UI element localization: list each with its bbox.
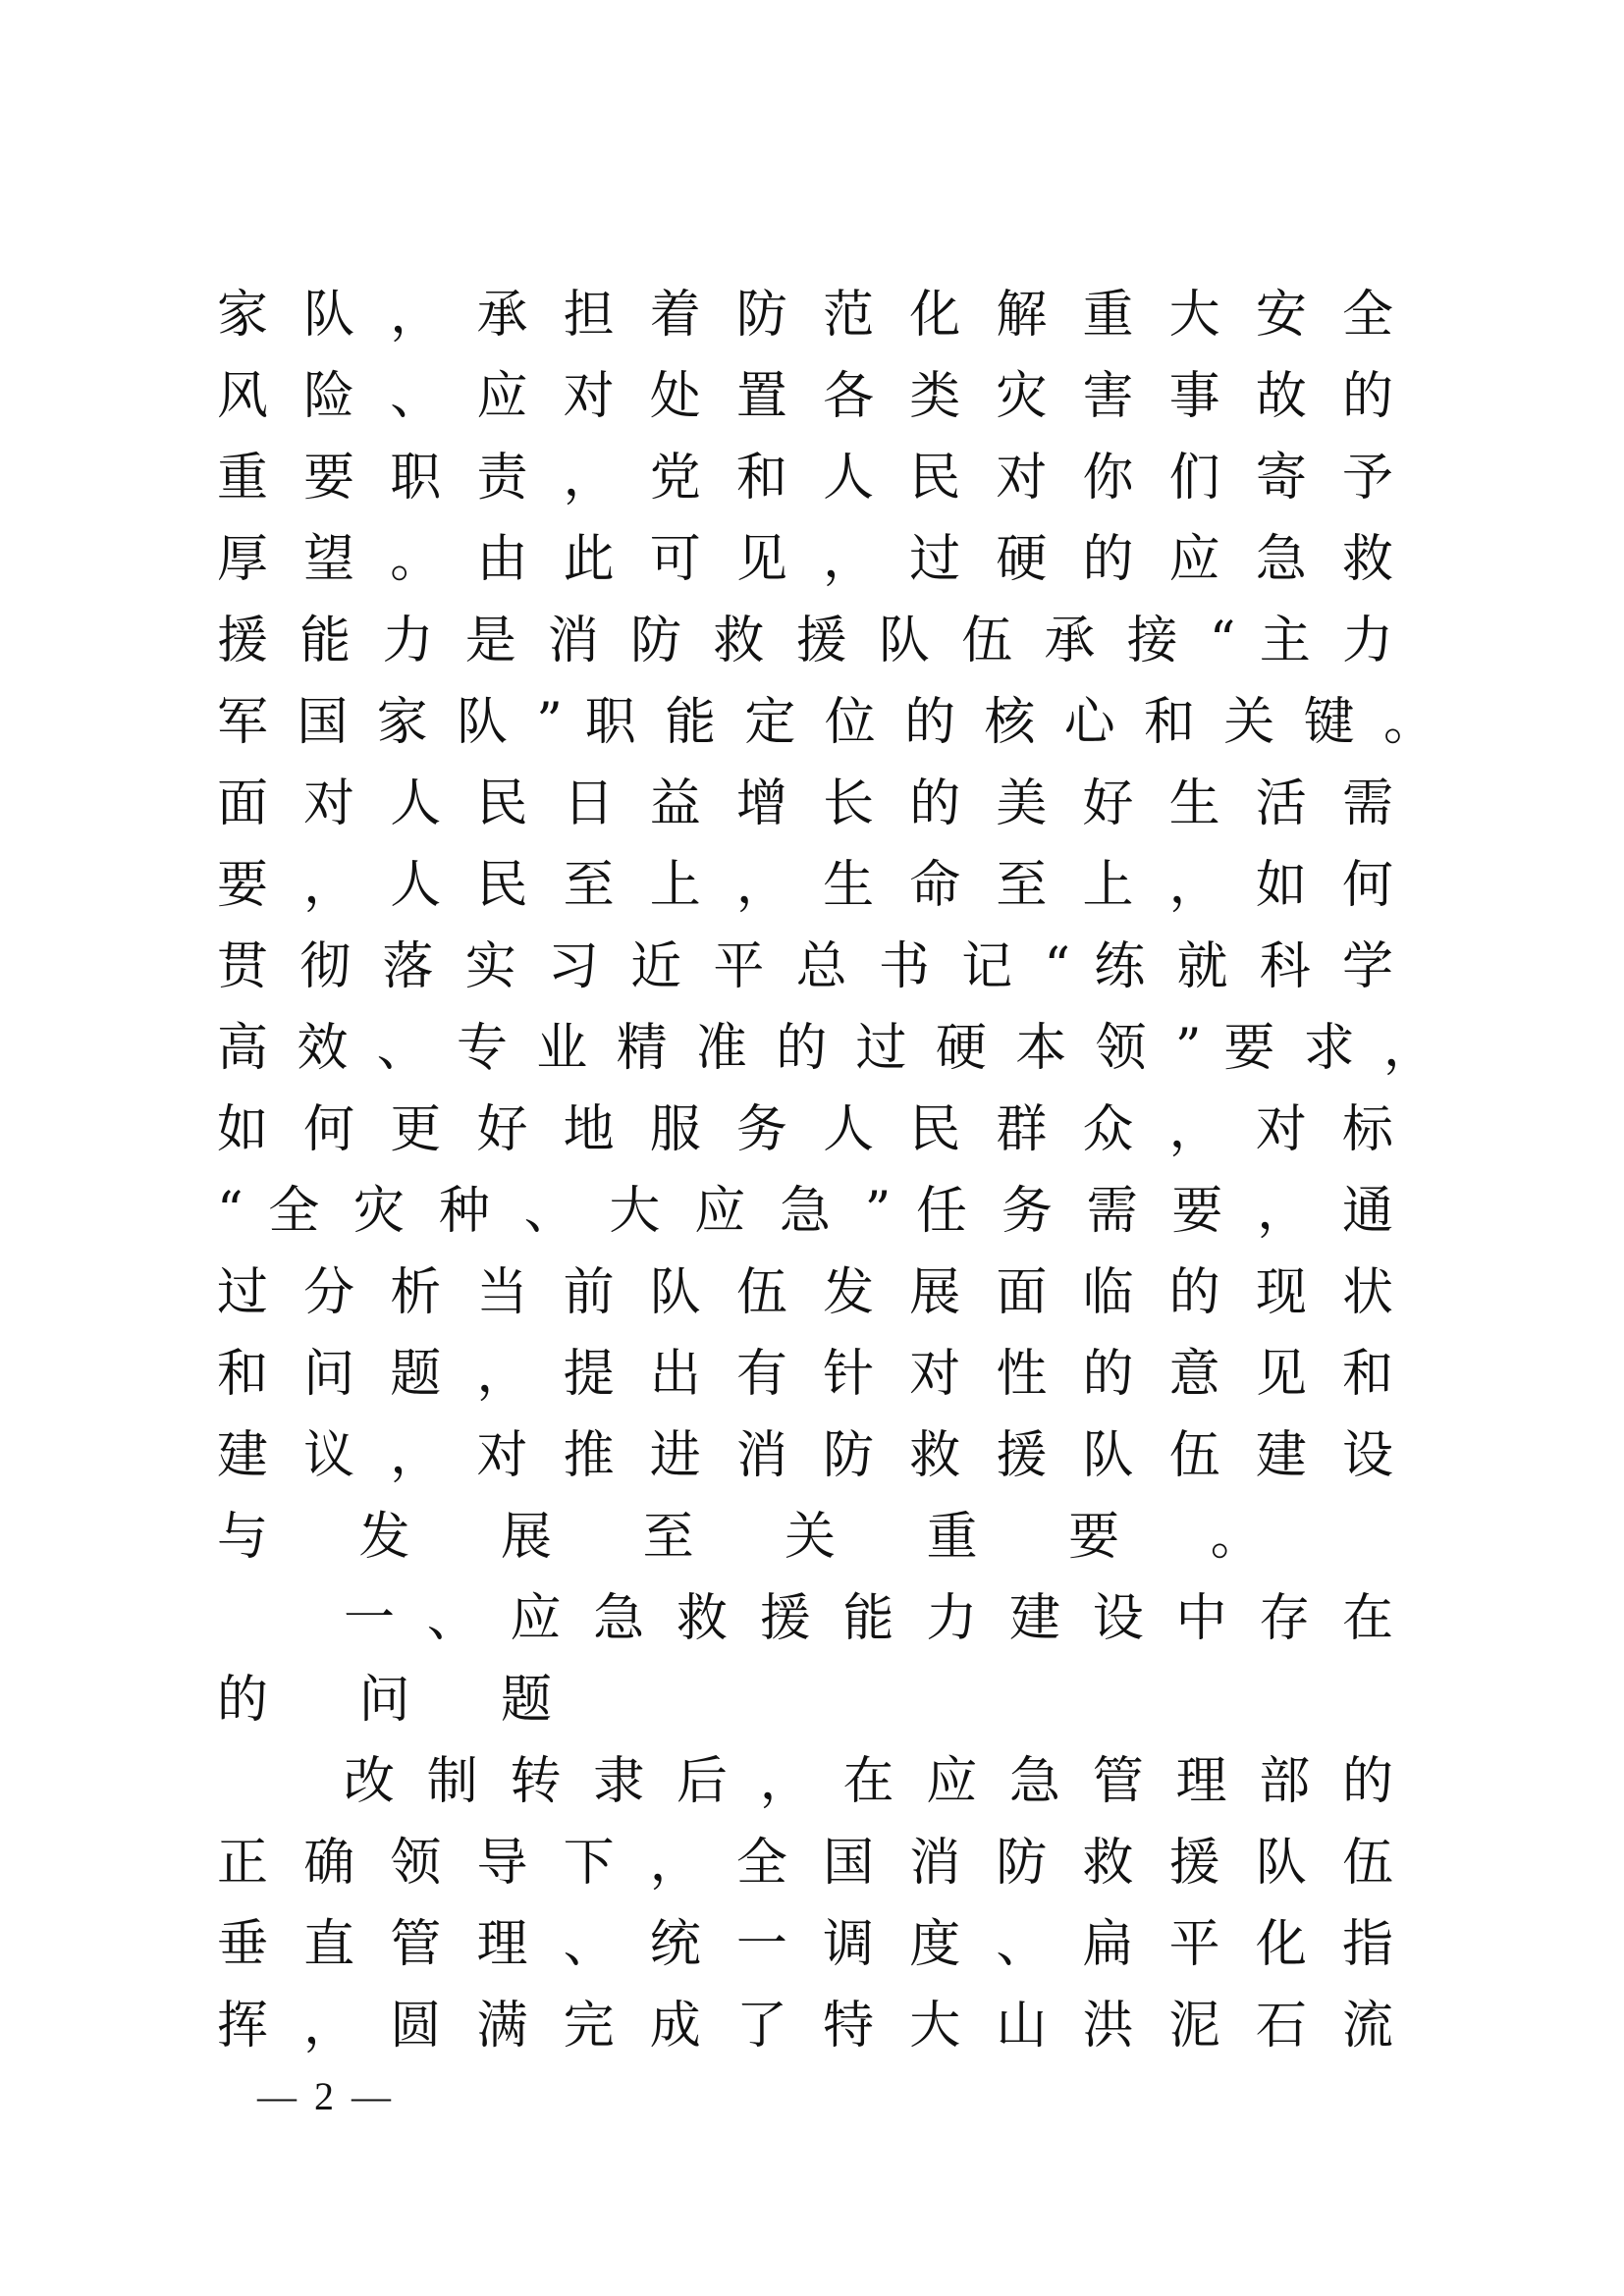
text-line: 厚 望 。 由 此 可 见 ， 过 硬 的 应 急 救 <box>217 530 1393 589</box>
text-line: 高 效 、 专 业 精 准 的 过 硬 本 领 ” 要 求 ， <box>217 1019 1435 1078</box>
text-line: 和 问 题 ， 提 出 有 针 对 性 的 意 见 和 <box>217 1345 1393 1404</box>
section-heading-continued: 的 问 题 <box>217 1671 590 1730</box>
text-line: 过 分 析 当 前 队 伍 发 展 面 临 的 现 状 <box>217 1263 1393 1322</box>
text-line: 重 要 职 责 ， 党 和 人 民 对 你 们 寄 予 <box>217 449 1393 507</box>
text-line: 挥 ， 圆 满 完 成 了 特 大 山 洪 泥 石 流 <box>217 1997 1393 2056</box>
text-line: 风 险 、 应 对 处 置 各 类 灾 害 事 故 的 <box>217 367 1393 426</box>
text-line: 家 队 ， 承 担 着 防 范 化 解 重 大 安 全 <box>217 286 1393 345</box>
text-line: 与 发 展 至 关 重 要 。 <box>217 1508 1299 1567</box>
text-line: 要 ， 人 民 至 上 ， 生 命 至 上 ， 如 何 <box>217 856 1393 915</box>
body-text <box>217 275 1435 2067</box>
text-line: 面 对 人 民 日 益 增 长 的 美 好 生 活 需 <box>217 774 1393 833</box>
text-line: 如 何 更 好 地 服 务 人 民 群 众 ， 对 标 <box>217 1100 1393 1159</box>
text-line: 改 制 转 隶 后 ， 在 应 急 管 理 部 的 <box>344 1752 1393 1811</box>
text-line: 援 能 力 是 消 防 救 援 队 伍 承 接 “ 主 力 <box>217 612 1393 670</box>
text-line: “ 全 灾 种 、 大 应 急 ” 任 务 需 要 ， 通 <box>217 1182 1393 1241</box>
section-heading: 一 、 应 急 救 援 能 力 建 设 中 存 在 <box>344 1589 1393 1648</box>
text-line: 贯 彻 落 实 习 近 平 总 书 记 “ 练 就 科 学 <box>217 937 1393 996</box>
text-line: 正 确 领 导 下 ， 全 国 消 防 救 援 队 伍 <box>217 1834 1393 1893</box>
page-number: — 2 — <box>257 2074 395 2118</box>
text-line: 垂 直 管 理 、 统 一 调 度 、 扁 平 化 指 <box>217 1915 1393 1974</box>
text-line: 建 议 ， 对 推 进 消 防 救 援 队 伍 建 设 <box>217 1426 1393 1485</box>
text-line: 军 国 家 队 ” 职 能 定 位 的 核 心 和 关 键 。 <box>217 693 1435 752</box>
